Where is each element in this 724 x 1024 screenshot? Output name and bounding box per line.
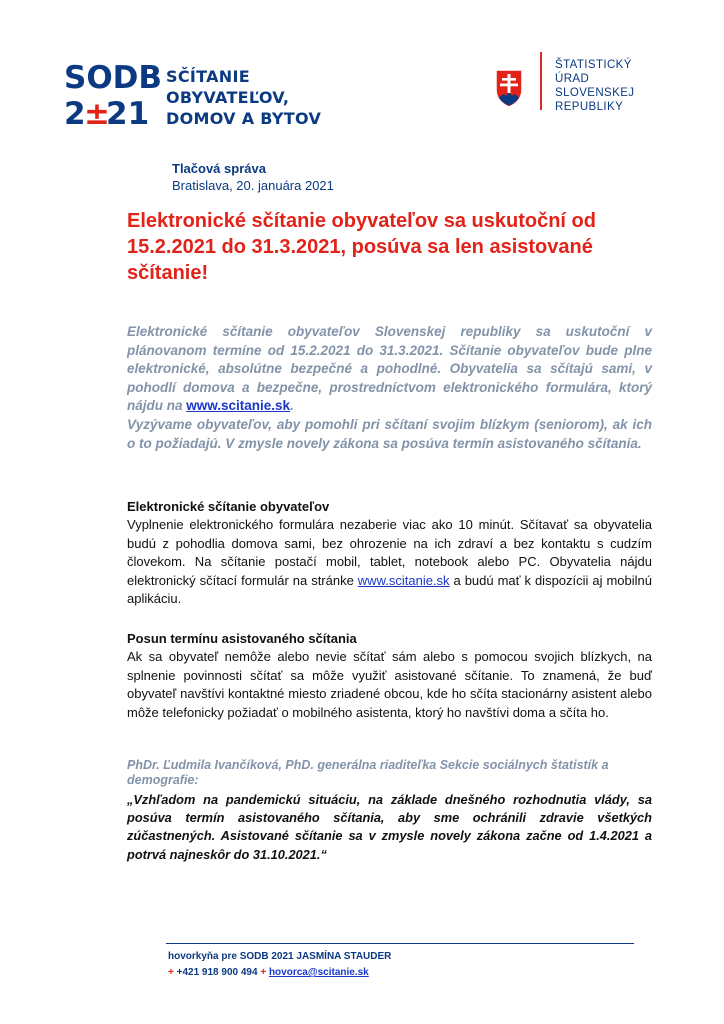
sodb-title-line2: OBYVATEĽOV, — [166, 88, 290, 107]
sodb-logo-line2-sign: ± — [84, 96, 110, 132]
susr-line2: ÚRAD — [555, 73, 590, 85]
lead-text-1: Elektronické sčítanie obyvateľov Slovenskej republiky sa uskutoční v plánovanom termíne od 15.2.2021 do 31.3.2021. Sčítanie obyvateľov bude plne elektronické, absolútne bezpečné a pohodlné. Obyvatelia sa sčítajú sami, v pohodlí domova a bezpečne, prostredníctvom elektronického formulára, ktorý nájdu na — [127, 324, 652, 414]
section-assisted-census — [127, 630, 652, 722]
susr-line3: SLOVENSKEJ — [555, 87, 635, 99]
footer-plus-2: + — [260, 967, 267, 978]
footer-divider — [166, 943, 634, 944]
press-label: Tlačová správa — [172, 161, 266, 176]
section1-heading: Elektronické sčítanie obyvateľov — [127, 499, 330, 514]
section2-text: Ak sa obyvateľ nemôže alebo nevie sčítať sám alebo s pomocou svojich blízkych, na splnenie povinnosti sčítať sa môže využiť asistované sčítanie. To znamená, že buď obyvateľ navštívi kontaktné miesto zriadené obcou, kde ho sčíta stacionárny asistent alebo môže telefonicky požiadať o mobilného asistenta, ktorý ho navštívi doma a sčíta ho. — [127, 649, 652, 720]
section1-text-b: a budú mať k dispozícii aj mobilnú aplikáciu. — [127, 572, 652, 606]
lead-text-1-end: . — [290, 398, 294, 414]
section2-heading: Posun termínu asistovaného sčítania — [127, 631, 357, 646]
sodb-2021-logo — [64, 58, 163, 132]
quote-text: „Vzhľadom na pandemickú situáciu, na základe dnešného rozhodnutia vlády, sa posúva termín asistovaného sčítania, aby sme ochránili zdravie všetkých zúčastnených. Asistované sčítanie sa v zmysle novely zákona začne od 1.4.2021 a potrvá najneskôr do 31.10.2021.“ — [127, 792, 652, 862]
sodb-logo-line2-right: 21 — [106, 96, 150, 132]
section1-text-a: Vyplnenie elektronického formulára nezaberie viac ako 10 minút. Sčítavať sa obyvatelia budú z pohodlia domova sami, bez ohrozenie na ich zdraví a bez kontaktu s cudzím človekom. Na sčítanie postačí mobil, tablet, notebook alebo PC. Obyvatelia nájdu elektronický sčítací formulár na stránke — [127, 517, 652, 588]
quote-author: PhDr. Ľudmila Ivančíková, PhD. generálna riaditeľka Sekcie sociálnych štatistík a demografie: — [127, 758, 609, 787]
section1-text — [127, 516, 652, 609]
sodb-title-line3: DOMOV A BYTOV — [166, 109, 322, 128]
susr-logo-text — [555, 58, 634, 114]
sodb-title-line1: SČÍTANIE — [166, 67, 250, 86]
sodb-logo-line1: SODB — [64, 60, 163, 96]
sodb-logo-line2-left: 2 — [64, 96, 86, 132]
slovak-crest-icon — [494, 68, 524, 108]
footer-spokesperson: hovorkyňa pre SODB 2021 JASMÍNA STAUDER — [168, 951, 392, 962]
lead-link[interactable]: www.scitanie.sk — [186, 398, 291, 414]
section1-link[interactable]: www.scitanie.sk — [357, 572, 450, 588]
press-dateline: Bratislava, 20. januára 2021 — [172, 178, 334, 193]
press-title: Elektronické sčítanie obyvateľov sa uskutoční od 15.2.2021 do 31.3.2021, posúva sa len asistované sčítanie! — [127, 210, 596, 284]
footer-contact — [168, 966, 369, 979]
section-electronic-census — [127, 498, 652, 609]
footer-email-link[interactable]: hovorca@scitanie.sk — [268, 967, 369, 978]
lead-text-2: Vyzývame obyvateľov, aby pomohli pri sčítaní svojim blízkym (seniorom), ak ich o to požiadajú. V zmysle novely zákona sa posúva termín asistovaného sčítania. — [127, 416, 652, 451]
press-header — [172, 160, 334, 194]
susr-line1: ŠTATISTICKÝ — [555, 59, 632, 71]
header-divider — [540, 52, 542, 110]
footer-phone: +421 918 900 494 — [173, 967, 261, 978]
sodb-title — [166, 66, 321, 129]
lead-paragraph — [127, 323, 652, 453]
susr-line4: REPUBLIKY — [555, 101, 624, 113]
footer-plus-1: + — [168, 967, 174, 978]
